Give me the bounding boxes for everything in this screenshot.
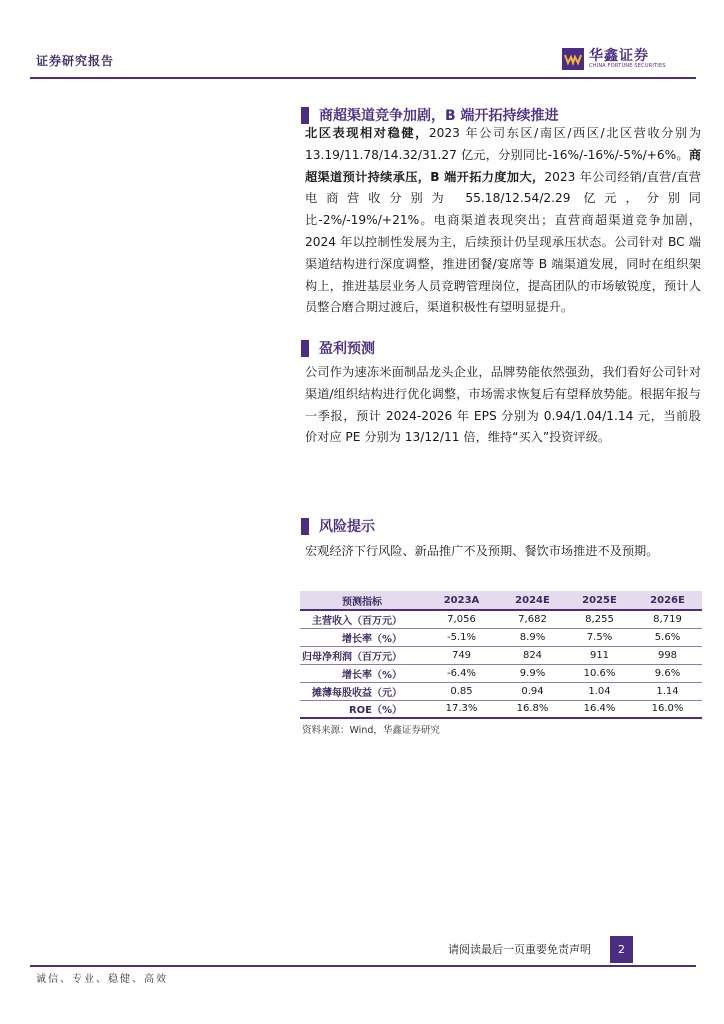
table-cell: 824 <box>499 646 566 664</box>
table-cell: -5.1% <box>424 628 499 646</box>
section-heading-forecast <box>301 337 375 359</box>
company-logo <box>562 44 672 74</box>
page-number: 2 <box>610 936 633 963</box>
row-label: 摊薄每股收益（元） <box>300 682 424 700</box>
row-label: 归母净利润（百万元） <box>300 646 424 664</box>
paragraph-forecast <box>305 362 701 449</box>
row-label: 增长率（%） <box>300 664 424 682</box>
emphasis-text: 商超渠道预计持续承压，B 端开拓力度加大， <box>305 147 701 184</box>
table-cell: 0.94 <box>499 682 566 700</box>
page-header <box>0 0 724 80</box>
table-cell: 1.04 <box>566 682 633 700</box>
section-title: 风险提示 <box>319 519 375 535</box>
table-cell: 16.0% <box>633 700 702 718</box>
section-marker <box>301 107 309 124</box>
body-text: 公司作为速冻米面制品龙头企业，品牌势能依然强劲，我们看好公司针对渠道/组织结构进行优化调整，市场需求恢复后有望释放势能。根据年报与一季报，预计 2024-2026 年 EPS 分别为 0.94/1.04/1.14 元，当前股价对应 PE 分别为 13/12/11 倍，维持“买入”投资评级。 <box>305 365 701 445</box>
header-divider <box>30 77 696 79</box>
table-cell: 17.3% <box>424 700 499 718</box>
table-header-cell: 预测指标 <box>300 591 424 610</box>
section-title: 盈利预测 <box>319 341 375 357</box>
body-text: 2023 年公司东区/南区/西区/北区营收分别为 13.19/11.78/14.32/31.27 亿元，分别同比-16%/-16%/-5%/+6%。 <box>305 126 702 162</box>
table-cell: 911 <box>566 646 633 664</box>
footer-divider <box>30 965 696 967</box>
table-cell: 16.8% <box>499 700 566 718</box>
table-header-row <box>300 591 702 610</box>
table-cell: -6.4% <box>424 664 499 682</box>
table-header-cell: 2025E <box>566 591 633 610</box>
table-cell: 998 <box>633 646 702 664</box>
disclaimer-link[interactable]: 请阅读最后一页重要免责声明 <box>448 943 591 956</box>
section-heading-risk <box>301 515 375 537</box>
table-row <box>300 628 702 646</box>
table-cell: 8,719 <box>633 610 702 628</box>
table-header-cell: 2026E <box>633 591 702 610</box>
emphasis-text: 北区表现相对稳健， <box>305 126 429 140</box>
section-title: 商超渠道竞争加剧，B 端开拓持续推进 <box>319 108 559 124</box>
forecast-table <box>300 591 702 719</box>
row-label: ROE（%） <box>300 700 424 718</box>
logo-en-text: CHINA FORTUNE SECURITIES <box>589 63 666 69</box>
table-cell: 9.6% <box>633 664 702 682</box>
table-row <box>300 682 702 700</box>
table-row <box>300 646 702 664</box>
table-cell: 7,682 <box>499 610 566 628</box>
logo-mark-icon <box>562 48 584 70</box>
report-type-label: 证券研究报告 <box>36 54 115 68</box>
table-cell: 10.6% <box>566 664 633 682</box>
table-row <box>300 700 702 718</box>
table-cell: 749 <box>424 646 499 664</box>
footer-slogan: 诚信、专业、稳健、高效 <box>36 974 168 985</box>
table-cell: 0.85 <box>424 682 499 700</box>
table-cell: 8.9% <box>499 628 566 646</box>
table-cell: 8,255 <box>566 610 633 628</box>
table-header-cell: 2024E <box>499 591 566 610</box>
table-row <box>300 664 702 682</box>
body-text: 宏观经济下行风险、新品推广不及预期、餐饮市场推进不及预期。 <box>305 544 659 558</box>
section-marker <box>301 518 309 535</box>
logo-cn-text: 华鑫证券 <box>589 48 649 64</box>
table-header-cell: 2023A <box>424 591 499 610</box>
paragraph-risk <box>305 541 701 563</box>
table-cell: 9.9% <box>499 664 566 682</box>
row-label: 增长率（%） <box>300 628 424 646</box>
row-label: 主营收入（百万元） <box>300 610 424 628</box>
table-source-note: 资料来源：Wind，华鑫证券研究 <box>302 725 440 736</box>
table-cell: 16.4% <box>566 700 633 718</box>
table-cell: 7.5% <box>566 628 633 646</box>
table-row <box>300 610 702 628</box>
table-cell: 7,056 <box>424 610 499 628</box>
table-cell: 1.14 <box>633 682 702 700</box>
paragraph-channel <box>305 123 701 319</box>
section-marker <box>301 340 309 357</box>
table-cell: 5.6% <box>633 628 702 646</box>
body-text: 2023 年公司经销/直营/直营电商营收分别为 55.18/12.54/2.29 亿元，分别同比-2%/-19%/+21%。电商渠道表现突出；直营商超渠道竞争加剧，2024 年以控制性发展为主，后续预计仍呈现承压状态。公司针对 BC 端渠道结构进行深度调整，推进团餐/宴席等 B 端渠道发展，同时在组织架构上，推进基层业务人员竞聘管理岗位，提高团队的市场敏锐度，预计人员整合磨合期过渡后，渠道积极性有望明显提升。 <box>305 169 701 315</box>
